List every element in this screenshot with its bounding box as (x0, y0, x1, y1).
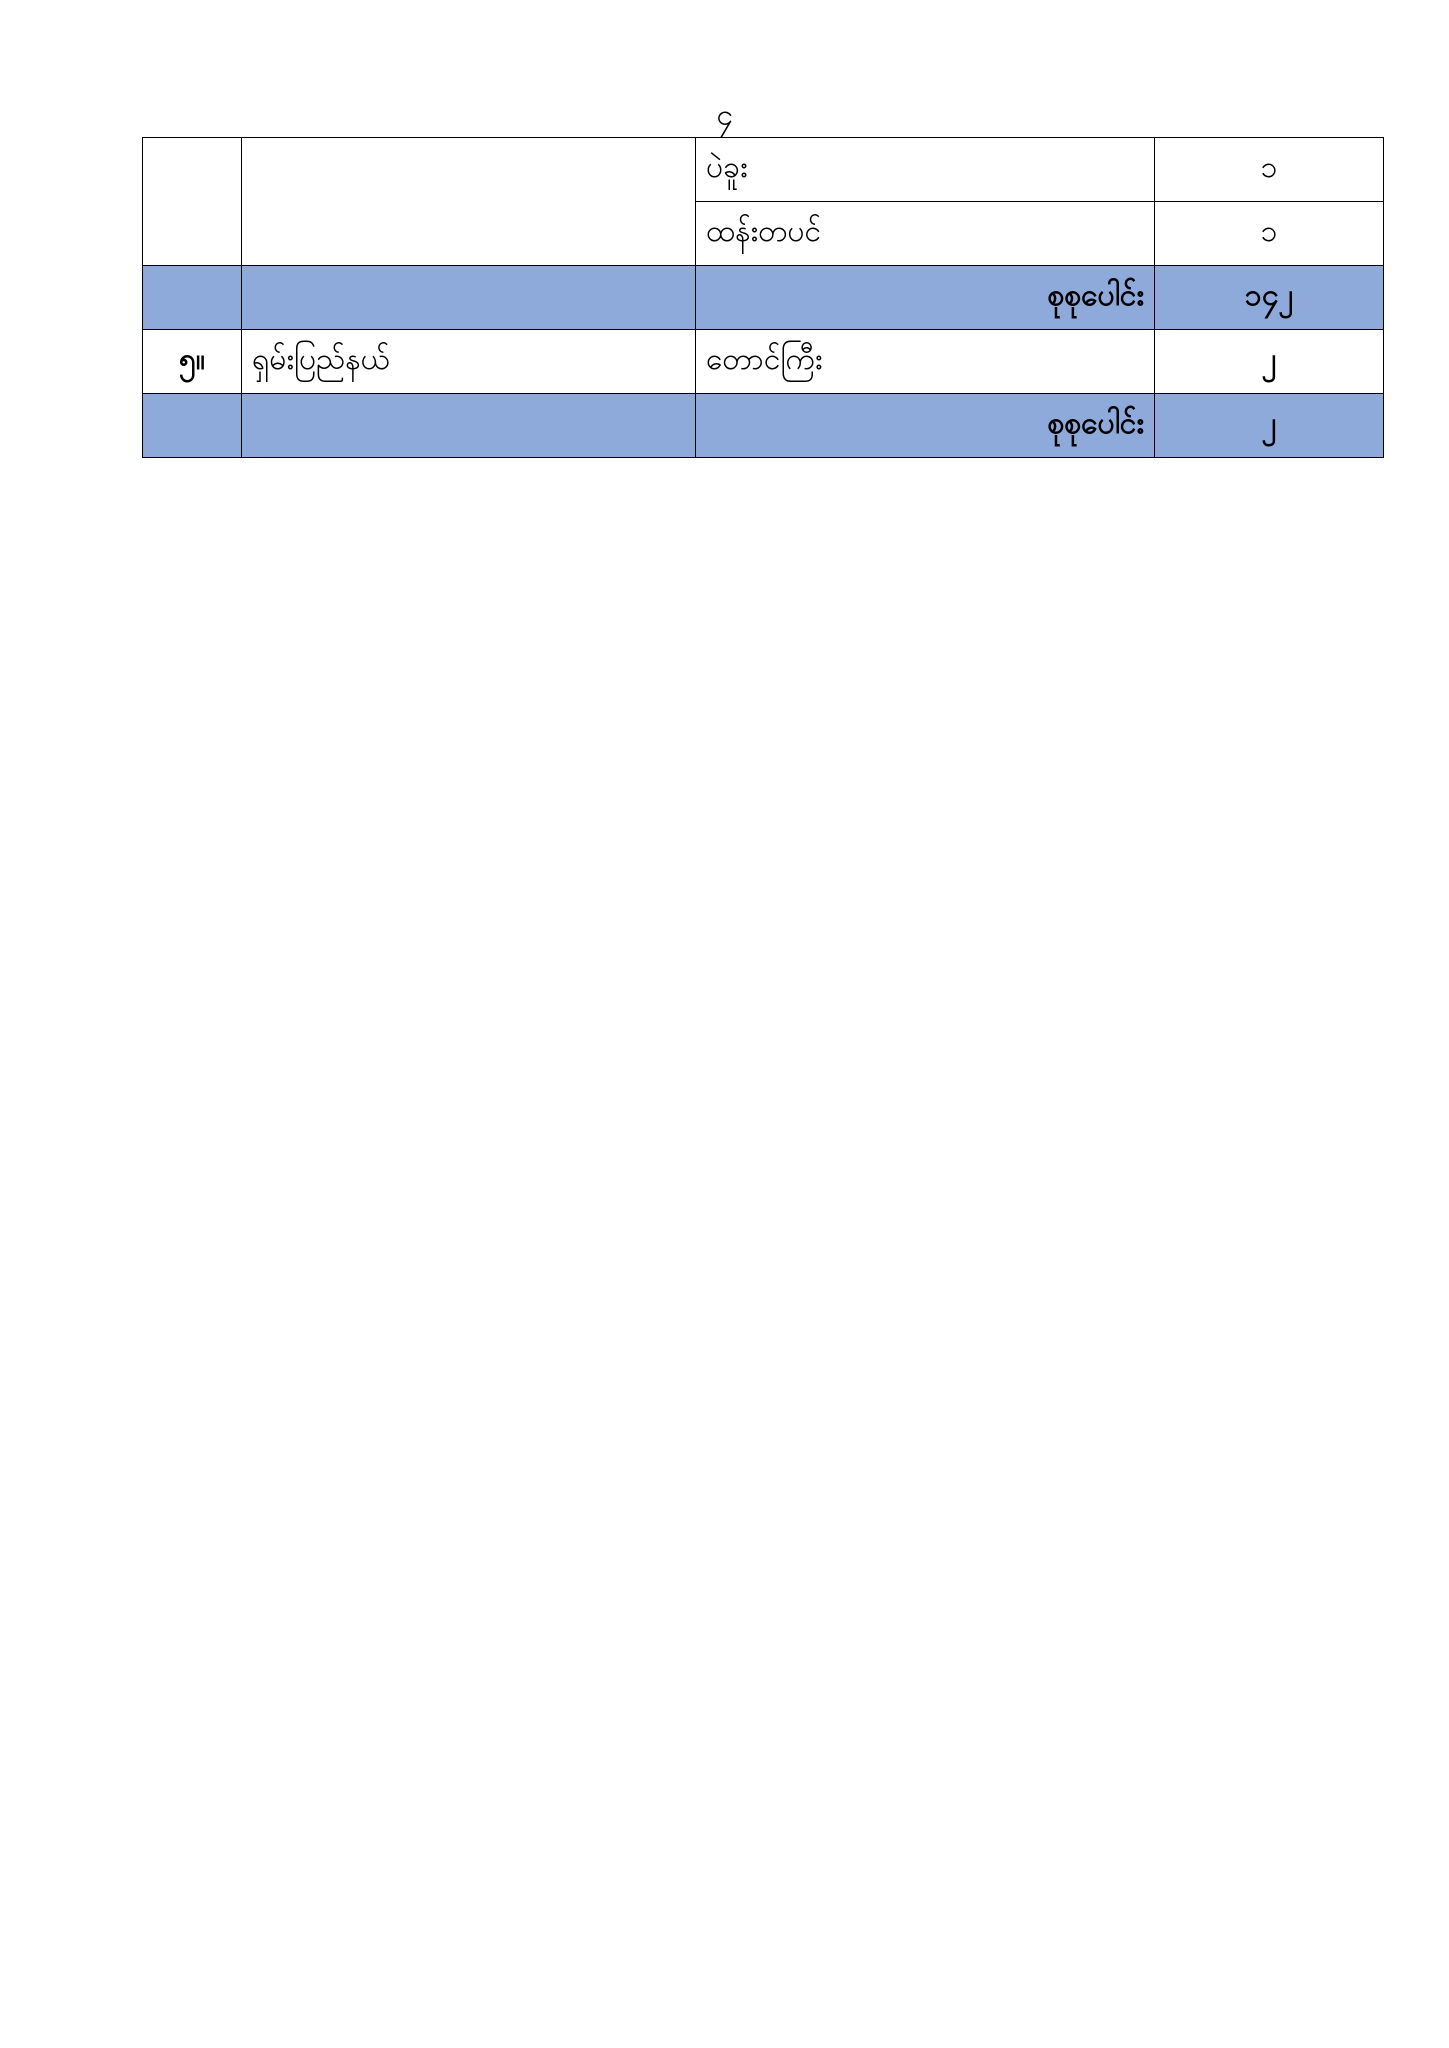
total-region-cell (242, 266, 696, 330)
township-count: ၂ (1155, 330, 1384, 394)
township-name: ထန်းတပင် (696, 202, 1155, 266)
region-name (242, 138, 696, 266)
row-number: ၅။ (143, 330, 242, 394)
region-table (142, 137, 1384, 458)
total-count: ၁၄၂ (1155, 266, 1384, 330)
total-no-cell (143, 266, 242, 330)
township-count: ၁ (1155, 202, 1384, 266)
region-name: ရှမ်းပြည်နယ် (242, 330, 696, 394)
total-label: စုစုပေါင်း (696, 394, 1155, 458)
row-number (143, 138, 242, 266)
table-row (143, 138, 1384, 202)
table-row (143, 330, 1384, 394)
township-count: ၁ (1155, 138, 1384, 202)
township-name: ပဲခူး (696, 138, 1155, 202)
total-region-cell (242, 394, 696, 458)
total-row (143, 394, 1384, 458)
township-name: တောင်ကြီး (696, 330, 1155, 394)
total-label: စုစုပေါင်း (696, 266, 1155, 330)
total-count: ၂ (1155, 394, 1384, 458)
page-number: ၄ (716, 98, 733, 133)
total-no-cell (143, 394, 242, 458)
total-row (143, 266, 1384, 330)
table-body (143, 138, 1384, 458)
